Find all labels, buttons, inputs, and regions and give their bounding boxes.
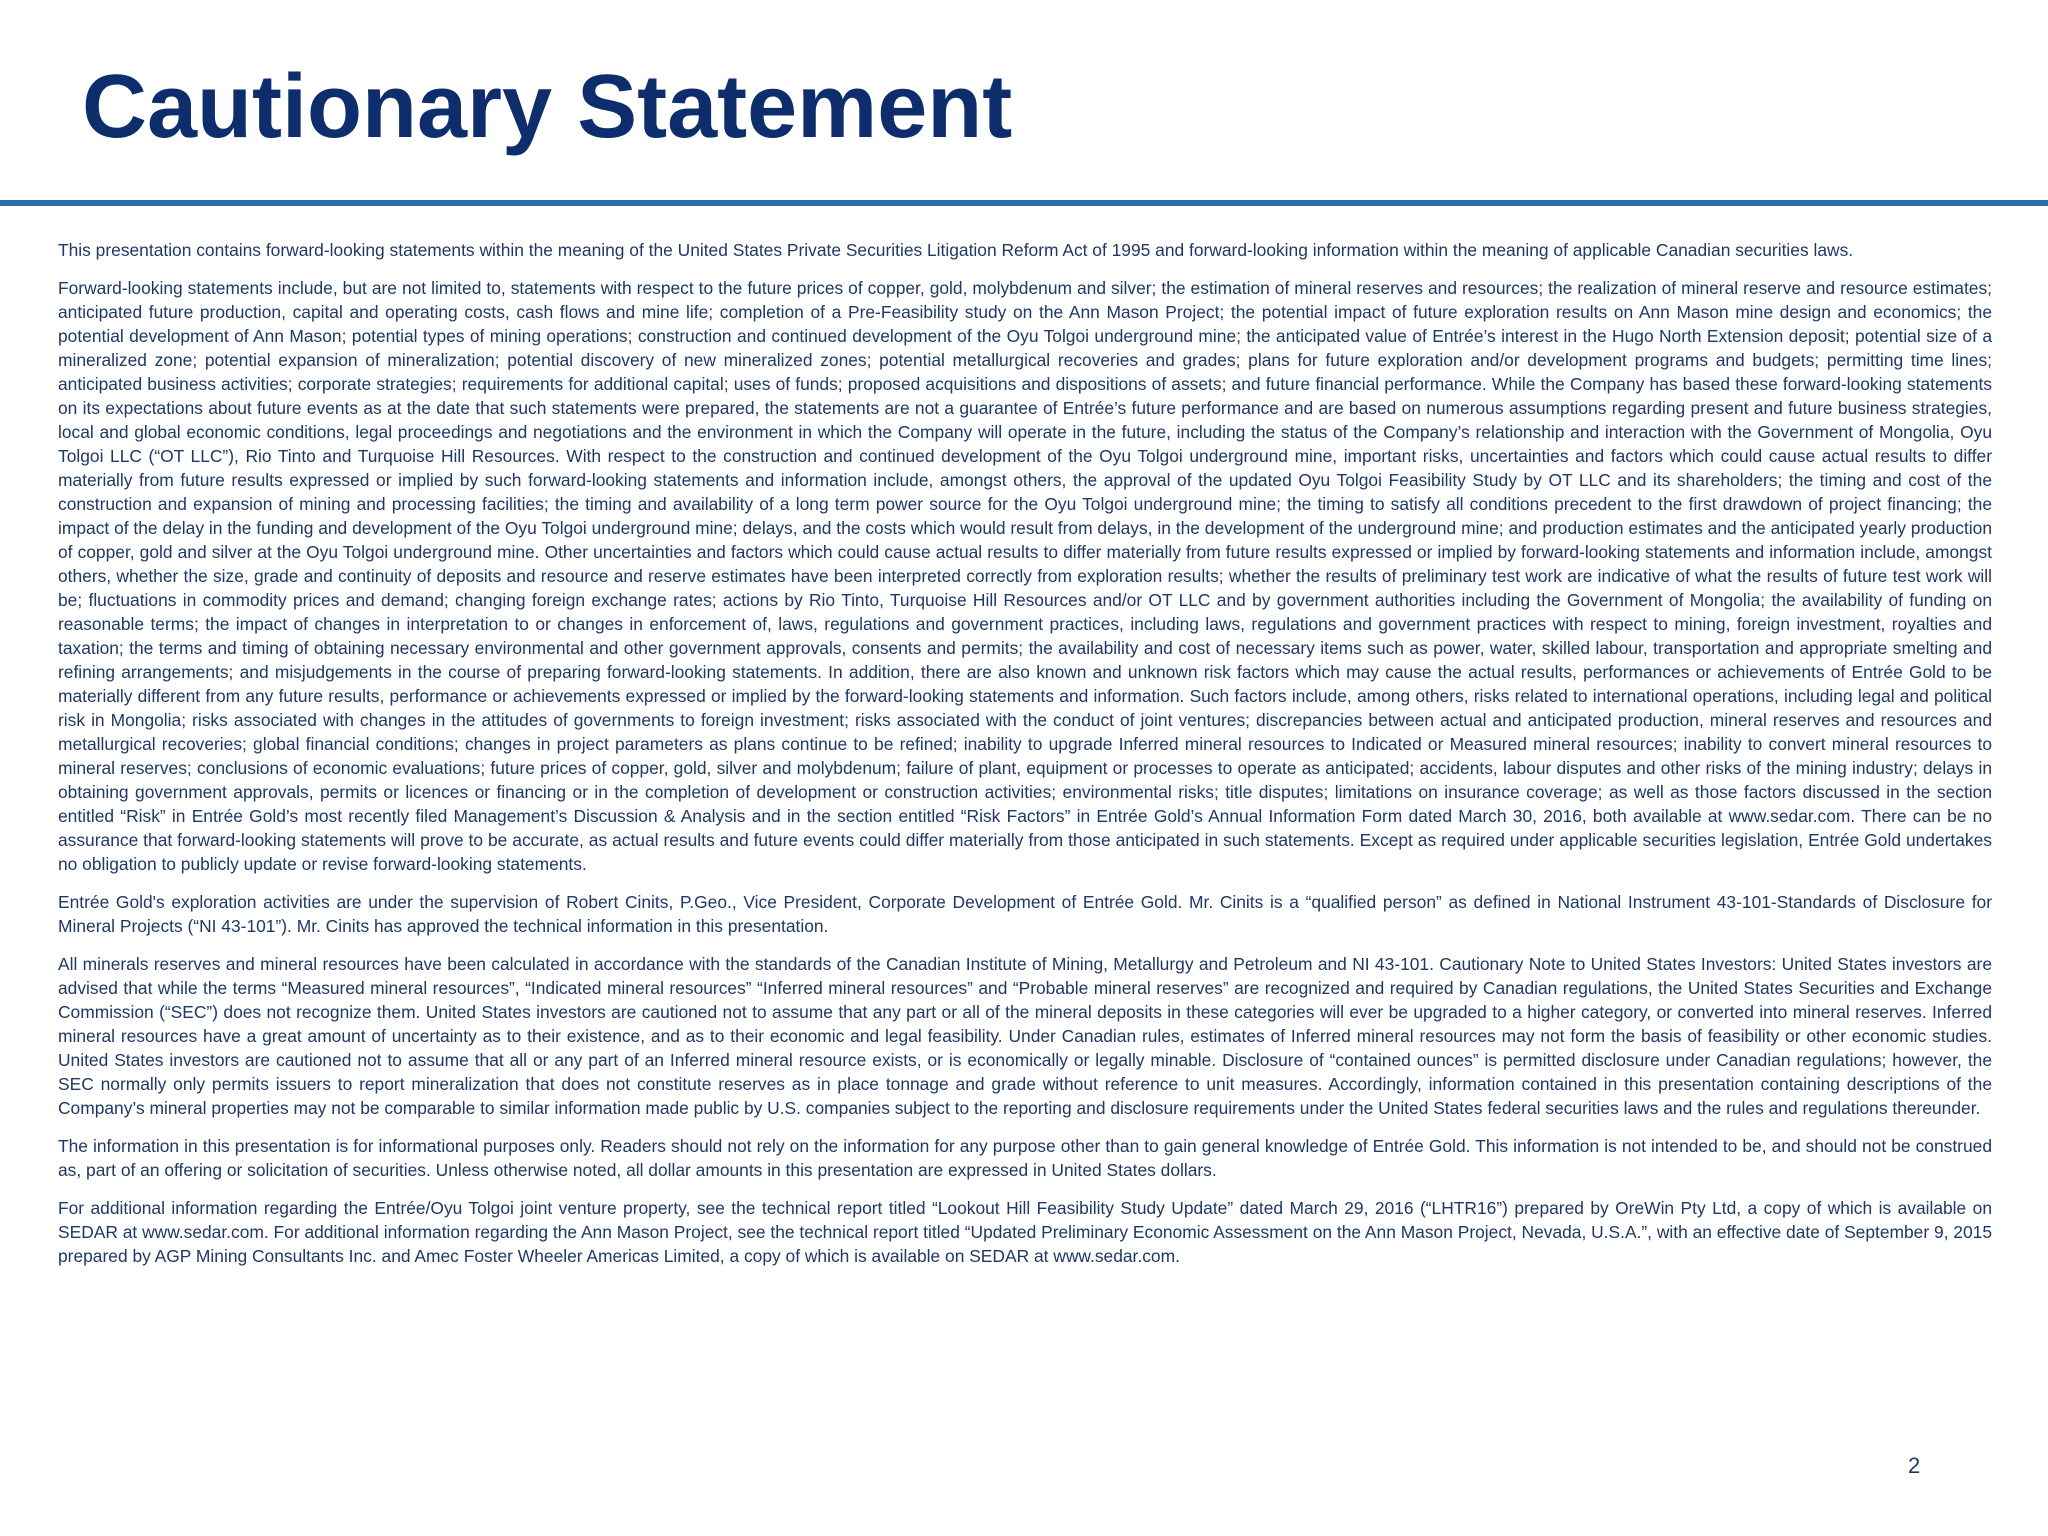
title-divider [0,200,2048,206]
paragraph-technical-reports: For additional information regarding the Entrée/Oyu Tolgoi joint venture property, see the technical report titled “Lookout Hill Feasibility Study Update” dated March 29, 2016 (“LHTR16”) prepared by OreWin Pty Ltd, a copy of which is available on SEDAR at www.sedar.com. For additional information regarding the Ann Mason Project, see the technical report titled “Updated Preliminary Economic Assessment on the Ann Mason Project, Nevada, U.S.A.”, with an effective date of September 9, 2015 prepared by AGP Mining Consultants Inc. and Amec Foster Wheeler Americas Limited, a copy of which is available on SEDAR at www.sedar.com. [58,1198,1992,1266]
paragraph-qualified-person: Entrée Gold's exploration activities are under the supervision of Robert Cinits, P.Geo., Vice President, Corporate Development of Entrée Gold. Mr. Cinits is a “qualified person” as defined in National Instrument 43-101-Standards of Disclosure for Mineral Projects (“NI 43-101”). Mr. Cinits has approved the technical information in this presentation. [58,892,1992,936]
paragraph-forward-looking-statements: Forward-looking statements include, but are not limited to, statements with respect to the future prices of copper, gold, molybdenum and silver; the estimation of mineral reserves and resources; the realization of mineral reserve and resource estimates; anticipated future production, capital and operating costs, cash flows and mine life; completion of a Pre-Feasibility study on the Ann Mason Project; the potential impact of future exploration results on Ann Mason mine design and economics; the potential development of Ann Mason; potential types of mining operations; construction and continued development of the Oyu Tolgoi underground mine; the anticipated value of Entrée’s interest in the Hugo North Extension deposit; potential size of a mineralized zone; potential expansion of mineralization; potential discovery of new mineralized zones; potential metallurgical recoveries and grades; plans for future exploration and/or development programs and budgets; permitting time lines; anticipated business activities; corporate strategies; requirements for additional capital; uses of funds; proposed acquisitions and dispositions of assets; and future financial performance. While the Company has based these forward-looking statements on its expectations about future events as at the date that such statements were prepared, the statements are not a guarantee of Entrée’s future performance and are based on numerous assumptions regarding present and future business strategies, local and global economic conditions, legal proceedings and negotiations and the environment in which the Company will operate in the future, including the status of the Company’s relationship and interaction with the Government of Mongolia, Oyu Tolgoi LLC (“OT LLC”), Rio Tinto and Turquoise Hill Resources. With respect to the construction and continued development of the Oyu Tolgoi underground mine, important risks, uncertainties and factors which could cause actual results to differ materially from future results expressed or implied by such forward-looking statements and information include, amongst others, the approval of the updated Oyu Tolgoi Feasibility Study by OT LLC and its shareholders; the timing and cost of the construction and expansion of mining and processing facilities; the timing and availability of a long term power source for the Oyu Tolgoi underground mine; the timing to satisfy all conditions precedent to the first drawdown of project financing; the impact of the delay in the funding and development of the Oyu Tolgoi underground mine; delays, and the costs which would result from delays, in the development of the underground mine; and production estimates and the anticipated yearly production of copper, gold and silver at the Oyu Tolgoi underground mine. Other uncertainties and factors which could cause actual results to differ materially from future results expressed or implied by forward-looking statements and information include, amongst others, whether the size, grade and continuity of deposits and resource and reserve estimates have been interpreted correctly from exploration results; whether the results of preliminary test work are indicative of what the results of future test work will be; fluctuations in commodity prices and demand; changing foreign exchange rates; actions by Rio Tinto, Turquoise Hill Resources and/or OT LLC and by government authorities including the Government of Mongolia; the availability of funding on reasonable terms; the impact of changes in interpretation to or changes in enforcement of, laws, regulations and government practices, including laws, regulations and government practices with respect to mining, foreign investment, royalties and taxation; the terms and timing of obtaining necessary environmental and other government approvals, consents and permits; the availability and cost of necessary items such as power, water, skilled labour, transportation and appropriate smelting and refining arrangements; and misjudgements in the course of preparing forward-looking statements. In addition, there are also known and unknown risk factors which may cause the actual results, performances or achievements of Entrée Gold to be materially different from any future results, performance or achievements expressed or implied by the forward-looking statements and information. Such factors include, among others, risks related to international operations, including legal and political risk in Mongolia; risks associated with changes in the attitudes of governments to foreign investment; risks associated with the conduct of joint ventures; discrepancies between actual and anticipated production, mineral reserves and resources and metallurgical recoveries; global financial conditions; changes in project parameters as plans continue to be refined; inability to upgrade Inferred mineral resources to Indicated or Measured mineral resources; inability to convert mineral resources to mineral reserves; conclusions of economic evaluations; future prices of copper, gold, silver and molybdenum; failure of plant, equipment or processes to operate as anticipated; accidents, labour disputes and other risks of the mining industry; delays in obtaining government approvals, permits or licences or financing or in the completion of development or construction activities; environmental risks; title disputes; limitations on insurance coverage; as well as those factors discussed in the section entitled “Risk” in Entrée Gold’s most recently filed Management’s Discussion & Analysis and in the section entitled “Risk Factors” in Entrée Gold’s Annual Information Form dated March 30, 2016, both available at www.sedar.com. There can be no assurance that forward-looking statements will prove to be accurate, as actual results and future events could differ materially from those anticipated in such statements. Except as required under applicable securities legislation, Entrée Gold undertakes no obligation to publicly update or revise forward-looking statements. [58,278,1992,874]
paragraph-informational-purposes: The information in this presentation is for informational purposes only. Readers should not rely on the information for any purpose other than to gain general knowledge of Entrée Gold. This information is not intended to be, and should not be construed as, part of an offering or solicitation of securities. Unless otherwise noted, all dollar amounts in this presentation are expressed in United States dollars. [58,1136,1992,1180]
paragraph-forward-looking-intro: This presentation contains forward-looking statements within the meaning of the United States Private Securities Litigation Reform Act of 1995 and forward-looking information within the meaning of applicable Canadian securities laws. [58,240,1854,260]
page-title: Cautionary Statement [82,57,1013,157]
page-number: 2 [1908,1453,1921,1478]
paragraph-mineral-resources-note: All minerals reserves and mineral resources have been calculated in accordance with the standards of the Canadian Institute of Mining, Metallurgy and Petroleum and NI 43-101. Cautionary Note to United States Investors: United States investors are advised that while the terms “Measured mineral resources”, “Indicated mineral resources” “Inferred mineral resources” and “Probable mineral reserves” are recognized and required by Canadian regulations, the United States Securities and Exchange Commission (“SEC”) does not recognize them. United States investors are cautioned not to assume that any part or all of the mineral deposits in these categories will ever be upgraded to a higher category, or converted into mineral reserves. Inferred mineral resources have a great amount of uncertainty as to their existence, and as to their economic and legal feasibility. Under Canadian rules, estimates of Inferred mineral resources may not form the basis of feasibility or other economic studies. United States investors are cautioned not to assume that all or any part of an Inferred mineral resource exists, or is economically or legally minable. Disclosure of “contained ounces” is permitted disclosure under Canadian regulations; however, the SEC normally only permits issuers to report mineralization that does not constitute reserves as in place tonnage and grade without reference to unit measures. Accordingly, information contained in this presentation containing descriptions of the Company’s mineral properties may not be comparable to similar information made public by U.S. companies subject to the reporting and disclosure requirements under the United States federal securities laws and the rules and regulations thereunder. [58,954,1992,1118]
cautionary-statement-body [58,238,1992,1282]
